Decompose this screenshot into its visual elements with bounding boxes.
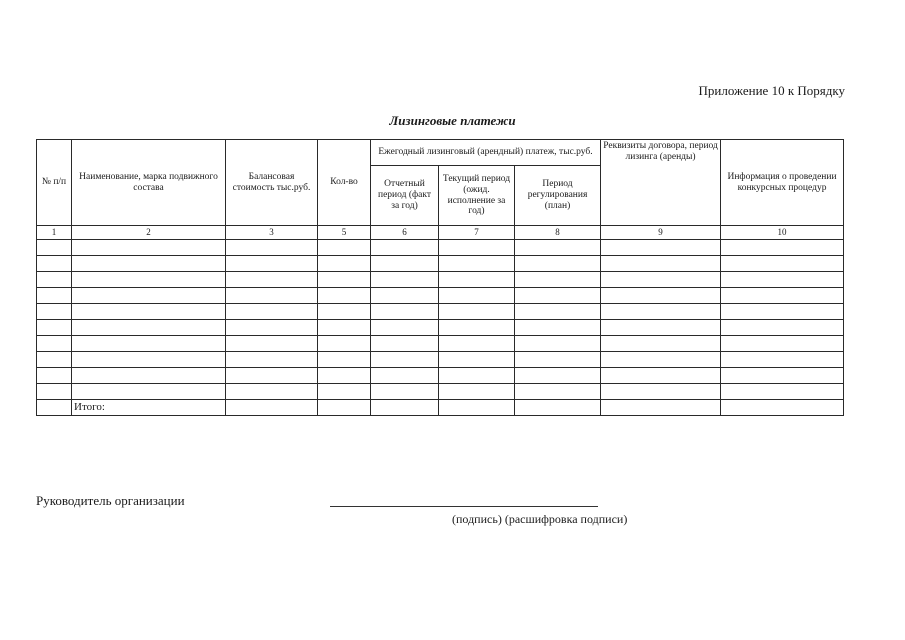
table-row — [37, 352, 844, 368]
table-row — [37, 320, 844, 336]
column-number: 1 — [37, 226, 72, 240]
column-number: 5 — [318, 226, 371, 240]
appendix-label: Приложение 10 к Порядку — [698, 83, 845, 98]
header-quantity: Кол-во — [318, 140, 371, 226]
header-annual-payment: Ежегодный лизинговый (арендный) платеж, тыс.руб. — [371, 140, 601, 166]
column-number: 8 — [515, 226, 601, 240]
total-label: Итого: — [72, 400, 226, 416]
header-contract-details: Реквизиты договора, период лизинга (аренды) — [601, 140, 721, 226]
column-number: 10 — [721, 226, 844, 240]
document-title: Лизинговые платежи — [389, 113, 516, 128]
header-balance-value: Балансовая стоимость тыс.руб. — [226, 140, 318, 226]
column-number: 2 — [72, 226, 226, 240]
header-tender-info: Информация о проведении конкурсных процедур — [721, 140, 844, 226]
header-current-period: Текущий период (ожид. исполнение за год) — [439, 166, 515, 226]
table-row — [37, 304, 844, 320]
table-row — [37, 256, 844, 272]
column-number: 3 — [226, 226, 318, 240]
column-number: 9 — [601, 226, 721, 240]
header-name: Наименование, марка подвижного состава — [72, 140, 226, 226]
table-row — [37, 288, 844, 304]
signature-label: Руководитель организации — [36, 493, 185, 508]
signature-line — [330, 506, 598, 507]
header-regulation-period: Период регулирования (план) — [515, 166, 601, 226]
table-row — [37, 368, 844, 384]
header-reporting-period: Отчетный период (факт за год) — [371, 166, 439, 226]
table-row — [37, 240, 844, 256]
table-row — [37, 336, 844, 352]
column-number-row — [37, 226, 844, 240]
signature-caption: (подпись) (расшифровка подписи) — [452, 512, 628, 526]
column-number: 6 — [371, 226, 439, 240]
header-number: № п/п — [37, 140, 72, 226]
leasing-payments-table — [36, 139, 844, 416]
table-row — [37, 272, 844, 288]
total-row — [37, 400, 844, 416]
table-row — [37, 384, 844, 400]
column-number: 7 — [439, 226, 515, 240]
